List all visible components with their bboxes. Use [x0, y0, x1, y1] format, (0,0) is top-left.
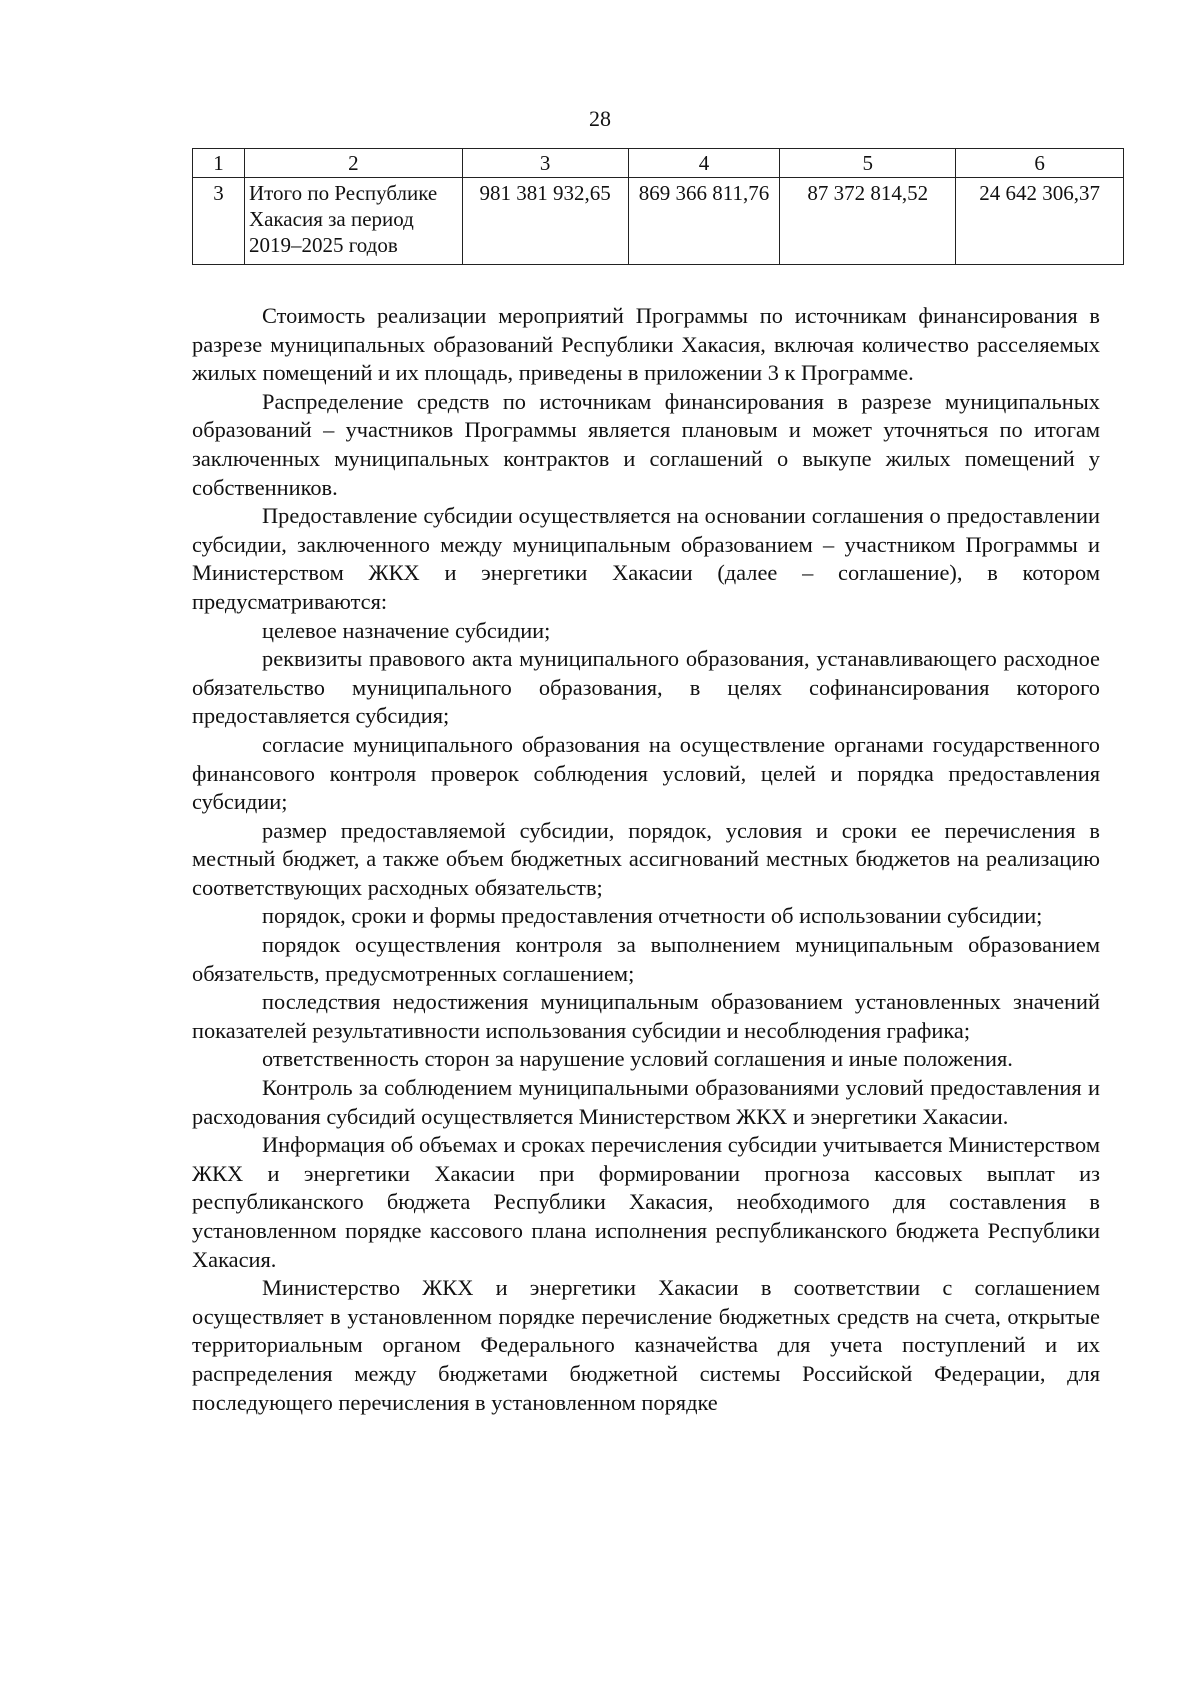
- paragraph: Информация об объемах и сроках перечисления субсидии учитывается Министерством ЖКХ и энергетики Хакасии при формировании прогноза кассовых выплат из республиканского бюджета Республики Хакасия, необходимого для составления в установленном порядке кассового плана исполнения республиканского бюджета Республики Хакасия.: [192, 1132, 1100, 1272]
- paragraph: Министерство ЖКХ и энергетики Хакасии в соответствии с соглашением осуществляет в установленном порядке перечисление бюджетных средств на счета, открытые территориальным органом Федерального казначейства для учета поступлений и их распределения между бюджетами бюджетной системы Российской Федерации, для последующего перечисления в установленном порядке: [192, 1275, 1100, 1415]
- row-value-total: 981 381 932,65: [462, 178, 628, 265]
- financing-table: [192, 148, 1124, 265]
- row-name: Итого по Республике Хакасия за период 2019–2025 годов: [244, 178, 462, 265]
- paragraph: целевое назначение субсидии;: [262, 617, 551, 643]
- table-row: [193, 178, 1124, 265]
- paragraph: порядок осуществления контроля за выполнением муниципальным образованием обязательств, предусмотренных соглашением;: [192, 932, 1100, 986]
- header-cell: 3: [462, 149, 628, 178]
- header-cell: 4: [628, 149, 780, 178]
- paragraph: ответственность сторон за нарушение условий соглашения и иные положения.: [262, 1046, 1013, 1072]
- row-number: 3: [193, 178, 245, 265]
- paragraph: Контроль за соблюдением муниципальными образованиями условий предоставления и расходования субсидий осуществляется Министерством ЖКХ и энергетики Хакасии.: [192, 1075, 1100, 1129]
- paragraph: размер предоставляемой субсидии, порядок, условия и сроки ее перечисления в местный бюджет, а также объем бюджетных ассигнований местных бюджетов на реализацию соответствующих расходных обязательств;: [192, 817, 1100, 900]
- header-cell: 6: [956, 149, 1124, 178]
- paragraph: реквизиты правового акта муниципального образования, устанавливающего расходное обязательство муниципального образования, в целях софинансирования которого предоставляется субсидия;: [192, 646, 1100, 729]
- row-value-republic: 87 372 814,52: [780, 178, 956, 265]
- paragraph: Стоимость реализации мероприятий Программы по источникам финансирования в разрезе муниципальных образований Республики Хакасия, включая количество расселяемых жилых помещений и их площадь, приведены в приложении 3 к Программе.: [192, 303, 1100, 386]
- row-value-local: 24 642 306,37: [956, 178, 1124, 265]
- paragraph: порядок, сроки и формы предоставления отчетности об использовании субсидии;: [262, 903, 1043, 929]
- table-header-row: [193, 149, 1124, 178]
- body-text: [192, 302, 1100, 1417]
- paragraph: последствия недостижения муниципальным образованием установленных значений показателей результативности использования субсидии и несоблюдения графика;: [192, 989, 1100, 1043]
- header-cell: 2: [244, 149, 462, 178]
- row-value-fund: 869 366 811,76: [628, 178, 780, 265]
- paragraph: Распределение средств по источникам финансирования в разрезе муниципальных образований – участников Программы является плановым и может уточняться по итогам заключенных муниципальных контрактов и соглашений о выкупе жилых помещений у собственников.: [192, 388, 1100, 500]
- paragraph: согласие муниципального образования на осуществление органами государственного финансового контроля проверок соблюдения условий, целей и порядка предоставления субсидии;: [192, 731, 1100, 815]
- page-number: 28: [589, 106, 611, 131]
- header-cell: 1: [193, 149, 245, 178]
- header-cell: 5: [780, 149, 956, 178]
- paragraph: Предоставление субсидии осуществляется на основании соглашения о предоставлении субсидии, заключенного между муниципальным образованием – участником Программы и Министерством ЖКХ и энергетики Хакасии (далее – соглашение), в котором предусматриваются:: [192, 503, 1100, 614]
